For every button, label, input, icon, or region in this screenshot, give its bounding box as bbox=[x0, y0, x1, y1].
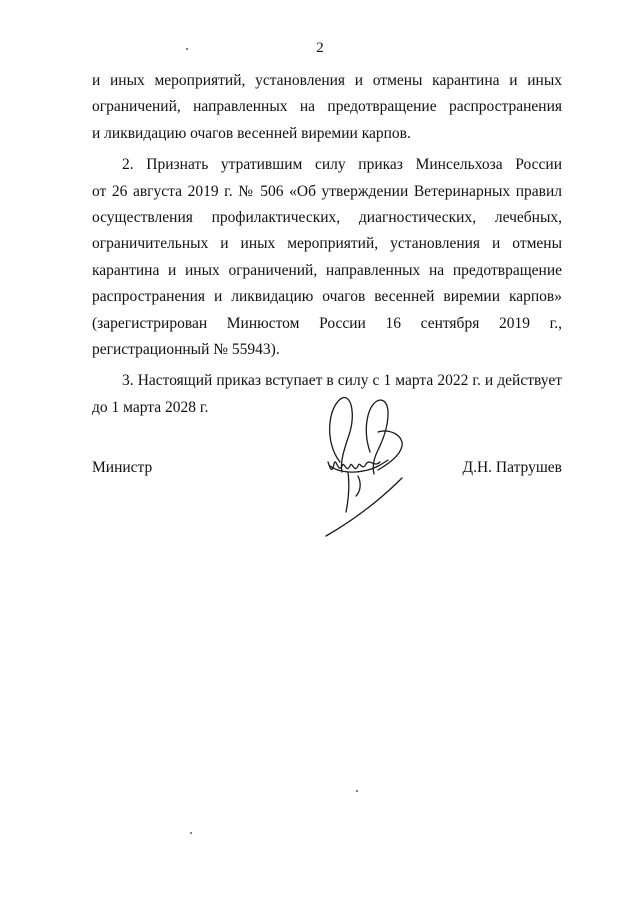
page-number: 2 bbox=[316, 40, 324, 56]
handwritten-signature bbox=[318, 392, 414, 540]
scan-speck bbox=[356, 790, 358, 792]
signatory-name: Д.Н. Патрушев bbox=[462, 459, 562, 476]
scan-speck bbox=[190, 832, 192, 834]
text-line: 2. Признать утратившим силу приказ Минсельхоза России bbox=[122, 156, 562, 174]
text-line: распространения и ликвидацию очагов весенней виремии карпов» bbox=[92, 288, 562, 306]
text-line: ограничительных и иных мероприятий, установления и отмены bbox=[92, 235, 562, 253]
paragraph-1 bbox=[92, 68, 562, 147]
text-line: регистрационный № 55943). bbox=[92, 341, 280, 359]
paragraph-2 bbox=[92, 152, 562, 363]
signatory-title: Министр bbox=[92, 459, 153, 476]
text-line: осуществления профилактических, диагностических, лечебных, bbox=[92, 209, 562, 227]
text-line: карантина и иных ограничений, направленных на предотвращение bbox=[92, 261, 562, 279]
text-line: до 1 марта 2028 г. bbox=[92, 398, 209, 416]
text-line: 3. Настоящий приказ вступает в силу с 1 марта 2022 г. и действует bbox=[122, 372, 562, 390]
text-line: и ликвидацию очагов весенней виремии карпов. bbox=[92, 124, 411, 142]
scan-speck bbox=[186, 48, 188, 50]
document-body bbox=[92, 68, 562, 421]
text-line: и иных мероприятий, установления и отмены карантина и иных bbox=[92, 72, 562, 89]
text-line: (зарегистрирован Минюстом России 16 сентября 2019 г., bbox=[92, 314, 562, 332]
text-line: ограничений, направленных на предотвращение распространения bbox=[92, 98, 562, 116]
text-line: от 26 августа 2019 г. № 506 «Об утверждении Ветеринарных правил bbox=[92, 182, 562, 200]
